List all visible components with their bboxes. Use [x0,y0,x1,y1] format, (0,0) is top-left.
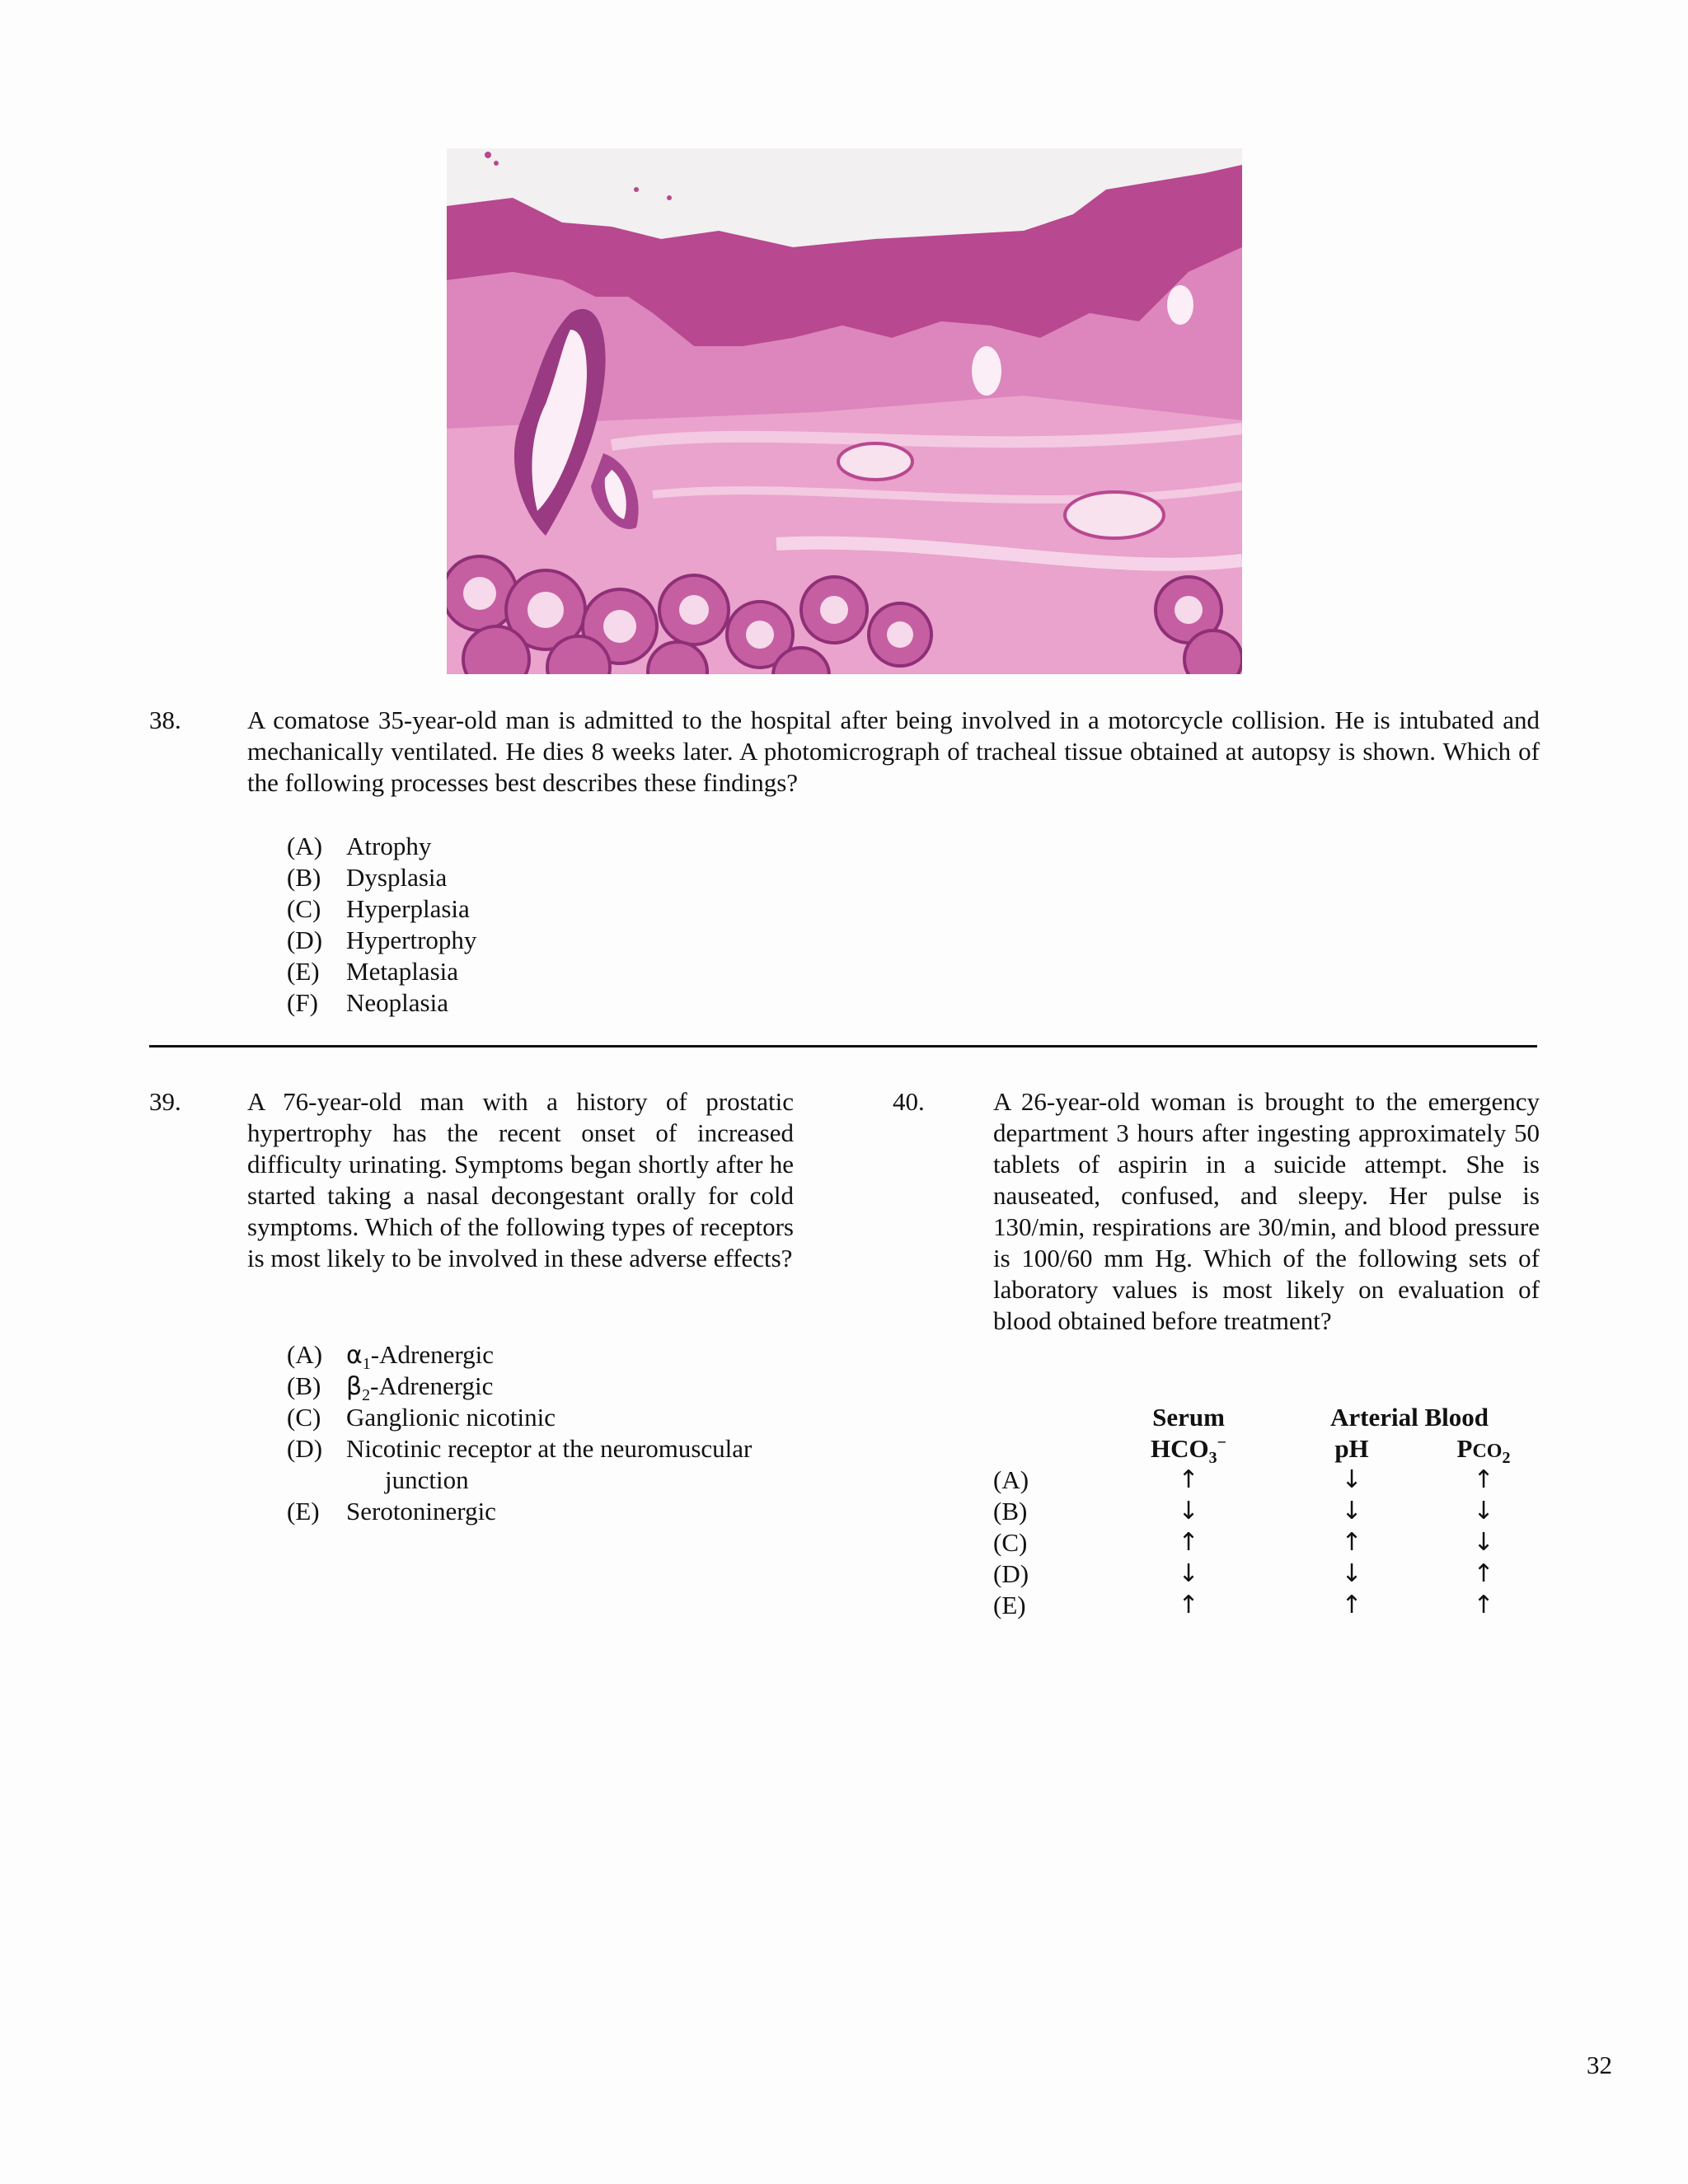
table-row-letter: (C) [993,1528,1028,1557]
table-cell-pco2-arrow: ↓ [1473,1497,1494,1526]
option-letter: (A) [287,832,323,860]
question-39-stem: A 76-year-old man with a history of prostatic hypertrophy has the recent onset of increased difficulty urinating. Symptoms began shortly after he started taking a nasal decongestant orally for cold symptoms. Which of the following types of receptors is most likely to be involved in these adverse effects? [247,1087,794,1272]
table-cell-hco3-arrow: ↑ [1178,1465,1199,1494]
question-38-stem: A comatose 35-year-old man is admitted to the hospital after being involved in a motorcycle collision. He is intubated and mechanically ventilated. He dies 8 weeks later. A photomicrograph of tracheal tissue obtained at autopsy is shown. Which of the following processes best describes these findings? [247,705,1540,797]
question-38-option [287,862,447,893]
question-39-option-e: (E) Serotoninergic [287,1497,496,1526]
question-39-option-b: (B) $\beta_2$-Adrenergic [287,1371,494,1405]
section-divider [149,1045,1537,1047]
table-cell-hco3-arrow: ↑ [1178,1528,1199,1557]
table-row-letter: (E) [993,1591,1026,1619]
option-text: Hyperplasia [346,894,470,923]
table-cell-ph-arrow: ↓ [1341,1559,1362,1588]
option-text: Neoplasia [346,988,448,1017]
question-39-number: 39. [149,1087,181,1116]
table-cell-hco3-arrow: ↑ [1178,1591,1199,1619]
question-38-option [287,956,458,987]
question-38-number: 38. [149,705,181,734]
table-cell-hco3-arrow: ↓ [1178,1559,1199,1588]
table-row-letter: (B) [993,1497,1028,1526]
table-col-pco2: $PCO_2$ [1456,1434,1511,1468]
question-39-option-d-continued: junction [385,1465,469,1494]
question-40-stem: A 26-year-old woman is brought to the emergency department 3 hours after ingesting approximately 50 tablets of aspirin in a suicide attempt. She is nauseated, confused, and sleepy. Her pulse is 130/min, respirations are 30/min, and blood pressure is 100/60 mm Hg. Which of the following sets of laboratory values is most likely on evaluation of blood obtained before treatment? [993,1087,1540,1335]
question-39-option-d: (D) Nicotinic receptor at the neuromuscular [287,1434,753,1463]
table-cell-pco2-arrow: ↑ [1473,1591,1494,1619]
option-text: Hypertrophy [346,926,477,954]
table-header-serum: Serum [1152,1403,1225,1432]
page-number: 32 [1587,2050,1612,2079]
question-39-option-c: (C) Ganglionic nicotinic [287,1403,556,1432]
option-text: Atrophy [346,832,432,860]
table-cell-pco2-arrow: ↑ [1473,1559,1494,1588]
option-text: Metaplasia [346,957,459,986]
table-col-ph: pH [1334,1434,1369,1463]
tracheal-photomicrograph [447,148,1242,674]
option-letter: (D) [287,926,323,954]
question-38-option [287,925,476,956]
table-row-letter: (D) [993,1559,1029,1588]
question-39-option-a: (A) $\alpha_1$-Adrenergic [287,1340,494,1374]
option-letter: (B) [287,863,321,892]
table-cell-pco2-arrow: ↓ [1473,1528,1494,1557]
table-cell-pco2-arrow: ↑ [1473,1465,1494,1494]
table-cell-hco3-arrow: ↓ [1178,1497,1199,1526]
option-text: Dysplasia [346,863,448,892]
table-cell-ph-arrow: ↑ [1341,1528,1362,1557]
table-cell-ph-arrow: ↓ [1341,1465,1362,1494]
question-38-option [287,987,448,1019]
table-header-arterial-blood: Arterial Blood [1330,1403,1489,1432]
table-cell-ph-arrow: ↓ [1341,1497,1362,1526]
question-38-option [287,831,431,862]
option-letter: (F) [287,988,318,1017]
table-col-hco3: $HCO_3^-$ [1150,1433,1227,1468]
question-40-number: 40. [893,1087,925,1116]
table-row-letter: (A) [993,1465,1029,1494]
option-letter: (E) [287,957,320,986]
question-38-option [287,893,470,925]
option-letter: (C) [287,894,321,923]
table-cell-ph-arrow: ↑ [1341,1591,1362,1619]
